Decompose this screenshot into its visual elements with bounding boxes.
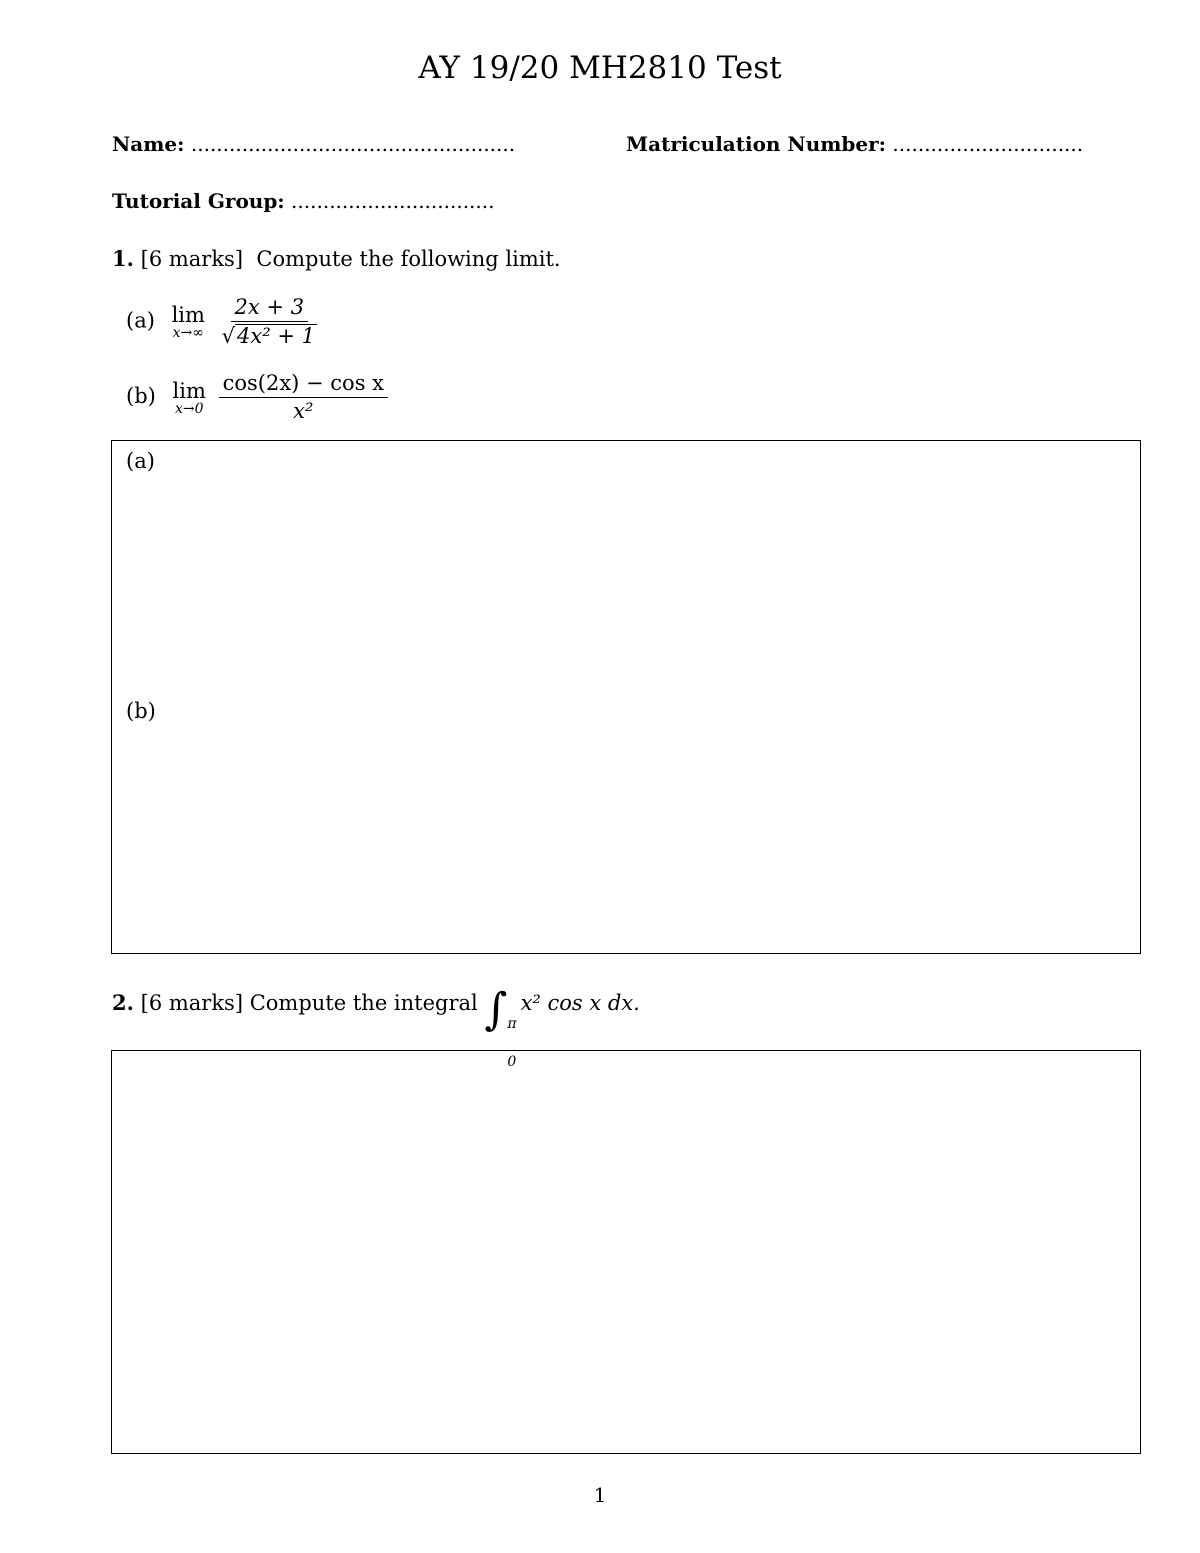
q1b-lim-sub: x→0 — [174, 400, 204, 417]
page-number: 1 — [593, 1483, 607, 1507]
matric-field — [626, 132, 1083, 156]
integral-lower: 0 — [507, 1054, 517, 1070]
page-title: AY 19/20 MH2810 Test — [418, 50, 782, 86]
q1a-numerator: 2x + 3 — [231, 296, 309, 322]
q1a-lim-word: lim — [171, 303, 205, 328]
q1a-limit — [172, 303, 205, 341]
q1-part-a — [126, 296, 321, 348]
matric-dots: .............................. — [892, 132, 1084, 156]
answer-a-label: (a) — [126, 449, 155, 473]
q2-text: Compute the integral — [249, 991, 478, 1015]
question-1 — [112, 246, 561, 271]
matric-label: Matriculation Number: — [626, 132, 887, 156]
integral-upper: π — [507, 1016, 517, 1032]
tutorial-label: Tutorial Group: — [112, 189, 285, 213]
q1a-denominator: √4x² + 1 — [221, 324, 315, 349]
name-field — [112, 132, 515, 156]
q1a-sqrt-content: 4x² + 1 — [237, 324, 315, 349]
name-label: Name: — [112, 132, 185, 156]
integral-sign: ∫ — [484, 984, 508, 1035]
q1-answer-box[interactable] — [111, 440, 1141, 954]
name-dots: ................................................... — [190, 132, 516, 156]
q1-text: Compute the following limit. — [256, 247, 561, 271]
q1b-fraction — [219, 372, 388, 423]
q2-number: 2. — [112, 990, 134, 1015]
q1b-limit — [173, 379, 206, 417]
q1b-denominator: x² — [293, 399, 314, 424]
q1b-label: (b) — [126, 384, 156, 409]
answer-b-label: (b) — [126, 699, 156, 723]
q1b-lim-word: lim — [172, 378, 206, 403]
q1-marks: [6 marks] — [140, 247, 244, 271]
q1a-label: (a) — [126, 308, 155, 333]
tutorial-dots: ................................ — [291, 189, 495, 213]
q1-part-b — [126, 372, 388, 423]
q2-marks: [6 marks] — [140, 991, 244, 1015]
q1a-fraction — [218, 296, 321, 348]
q1a-lim-sub: x→∞ — [172, 325, 204, 342]
tutorial-field — [112, 189, 494, 213]
q1-number: 1. — [112, 246, 134, 271]
integrand: x² cos x dx. — [520, 991, 640, 1015]
q1b-numerator: cos(2x) − cos x — [219, 372, 388, 398]
q2-answer-box[interactable] — [111, 1050, 1141, 1454]
